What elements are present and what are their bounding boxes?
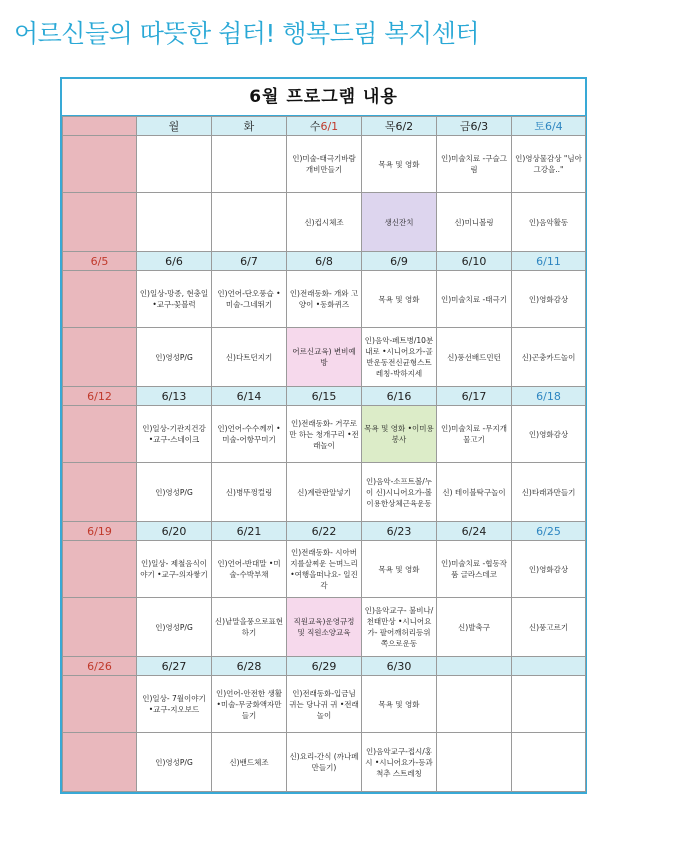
cell: 인)영성P/G [137, 598, 212, 657]
date-cell: 6/25 [512, 522, 586, 541]
date-cell: 6/18 [512, 387, 586, 406]
cell [63, 676, 137, 733]
date-cell: 6/13 [137, 387, 212, 406]
cell: 신)곤충카드놀이 [512, 328, 586, 387]
cell: 목욕 및 영화 [362, 541, 437, 598]
cell: 인)일상-기관지건강 •교구-스네이크 [137, 406, 212, 463]
cell: 인)전래동화- 시아버지를살찌운 는며느리 •여행을떠나요- 일진각 [287, 541, 362, 598]
date-cell: 6/26 [63, 657, 137, 676]
header-sat: 토6/4 [512, 117, 586, 136]
cell: 인)미술치료 -협동작품 글라스데코 [437, 541, 512, 598]
cell-highlight: 생신잔치 [362, 193, 437, 252]
date-cell: 6/6 [137, 252, 212, 271]
cell: 인)전래동화-입금님귀는 당나귀 귀 •전래놀이 [287, 676, 362, 733]
cell: 신)낱말을풍으로표현하기 [212, 598, 287, 657]
cell: 인)영성P/G [137, 733, 212, 792]
date-cell: 6/10 [437, 252, 512, 271]
cell [512, 676, 586, 733]
cell [63, 136, 137, 193]
cell-highlight: 어르신교육) 변비예방 [287, 328, 362, 387]
date-cell [512, 657, 586, 676]
sheet-title: 6월 프로그램 내용 [62, 79, 585, 116]
schedule-table [62, 116, 586, 792]
date-cell: 6/14 [212, 387, 287, 406]
date-cell: 6/7 [212, 252, 287, 271]
cell [63, 271, 137, 328]
week1-row-a [63, 136, 586, 193]
cell: 인)언어-반대말 •미술-수박부채 [212, 541, 287, 598]
cell: 인)일상- 제철음식이야기 •교구-의자쌓기 [137, 541, 212, 598]
week5-row-a [63, 676, 586, 733]
date-cell: 6/15 [287, 387, 362, 406]
cell: 인)일상- 7월이야기 •교구-지오보드 [137, 676, 212, 733]
cell: 신)풍선배드민턴 [437, 328, 512, 387]
cell-highlight: 직원교육)운영규정 및 직원소양교육 [287, 598, 362, 657]
week3-row-b [63, 463, 586, 522]
cell: 인)영화감상 [512, 406, 586, 463]
week2-row-a [63, 271, 586, 328]
week5-date-row [63, 657, 586, 676]
cell: 신)풍고르기 [512, 598, 586, 657]
date-cell: 6/9 [362, 252, 437, 271]
date-cell: 6/20 [137, 522, 212, 541]
cell: 신)컵시체조 [287, 193, 362, 252]
page-title: 어르신들의 따뜻한 쉼터! 행복드림 복지센터 [14, 19, 480, 48]
date-cell: 6/5 [63, 252, 137, 271]
weekday-header-row [63, 117, 586, 136]
cell [63, 598, 137, 657]
cell: 신)병뚜껑컬링 [212, 463, 287, 522]
cell [212, 193, 287, 252]
cell: 인)미술치료 -무지개물고기 [437, 406, 512, 463]
cell: 인)음악-소프트볼/누이 신)시니어요가-볼이용한상체근육운동 [362, 463, 437, 522]
date-cell: 6/24 [437, 522, 512, 541]
cell: 신)미니볼링 [437, 193, 512, 252]
header-wed [287, 117, 362, 136]
date-cell [437, 657, 512, 676]
cell [63, 733, 137, 792]
cell: 인)미술치료 -태극기 [437, 271, 512, 328]
date-cell: 6/8 [287, 252, 362, 271]
cell: 인)음악활동 [512, 193, 586, 252]
date-cell: 6/16 [362, 387, 437, 406]
cell: 인)전래동화- 거꾸로만 하는 청개구리 •전래놀이 [287, 406, 362, 463]
cell: 인)영화감상 [512, 271, 586, 328]
cell-highlight: 목욕 및 영화 •이미용봉사 [362, 406, 437, 463]
cell [512, 733, 586, 792]
week4-date-row [63, 522, 586, 541]
cell: 신)계란판알넣기 [287, 463, 362, 522]
week1-row-b [63, 193, 586, 252]
cell: 인)영상물감상 "님아그강을.." [512, 136, 586, 193]
cell [63, 193, 137, 252]
cell: 목욕 및 영화 [362, 136, 437, 193]
date-cell: 6/12 [63, 387, 137, 406]
cell: 신)다트던지기 [212, 328, 287, 387]
cell [63, 463, 137, 522]
cell: 신)발축구 [437, 598, 512, 657]
cell [137, 193, 212, 252]
week2-row-b [63, 328, 586, 387]
date-cell: 6/29 [287, 657, 362, 676]
cell: 인)영성P/G [137, 328, 212, 387]
cell: 인)음악-페트병/10분내로 •시니어요가-골반운동전신균형스트레칭-박하지세 [362, 328, 437, 387]
week4-row-a [63, 541, 586, 598]
cell: 인)음악교구-접시/홍시 •시니어요가-등과 척추 스트레칭 [362, 733, 437, 792]
week2-date-row [63, 252, 586, 271]
cell: 인)음악교구- 불비나/천태만상 •시니어요가- 팔어깨허리등위쪽으로운동 [362, 598, 437, 657]
date-cell: 6/23 [362, 522, 437, 541]
week3-date-row [63, 387, 586, 406]
cell: 신)밴드체조 [212, 733, 287, 792]
cell: 인)언어-단오풍습 •미술-그네뛰기 [212, 271, 287, 328]
cell: 신)타래과만들기 [512, 463, 586, 522]
date-cell: 6/28 [212, 657, 287, 676]
cell [63, 541, 137, 598]
header-fri: 금6/3 [437, 117, 512, 136]
cell [437, 733, 512, 792]
cell: 인)언어-수수께끼 •미술-어항꾸미기 [212, 406, 287, 463]
header-wed-date: 6/1 [320, 119, 339, 133]
cell: 신)요리-간식 (까나페만들기) [287, 733, 362, 792]
date-cell: 6/22 [287, 522, 362, 541]
date-cell: 6/21 [212, 522, 287, 541]
header-mon: 월 [137, 117, 212, 136]
date-cell: 6/27 [137, 657, 212, 676]
cell [437, 676, 512, 733]
cell [63, 406, 137, 463]
date-cell: 6/17 [437, 387, 512, 406]
cell: 인)일상-망종, 현충일 •교구-꽃블럭 [137, 271, 212, 328]
week4-row-b [63, 598, 586, 657]
cell: 인)미술-태극기바람개비만들기 [287, 136, 362, 193]
cell: 신) 테이블탁구놀이 [437, 463, 512, 522]
schedule-sheet [60, 77, 587, 794]
header-wed-label: 수 [309, 119, 321, 133]
cell: 인)언어-안전한 생활 •미술-무궁화액자만들기 [212, 676, 287, 733]
cell: 목욕 및 영화 [362, 676, 437, 733]
date-cell: 6/19 [63, 522, 137, 541]
cell [137, 136, 212, 193]
cell: 인)미술치료 -구슬그림 [437, 136, 512, 193]
week3-row-a [63, 406, 586, 463]
cell [212, 136, 287, 193]
cell: 목욕 및 영화 [362, 271, 437, 328]
cell: 인)전래동화- 개와 고양이 •동화퀴즈 [287, 271, 362, 328]
date-cell: 6/11 [512, 252, 586, 271]
header-thu: 목6/2 [362, 117, 437, 136]
cell: 인)영화감상 [512, 541, 586, 598]
week5-row-b [63, 733, 586, 792]
header-tue: 화 [212, 117, 287, 136]
date-cell: 6/30 [362, 657, 437, 676]
cell: 인)영성P/G [137, 463, 212, 522]
cell [63, 328, 137, 387]
header-sun [63, 117, 137, 136]
